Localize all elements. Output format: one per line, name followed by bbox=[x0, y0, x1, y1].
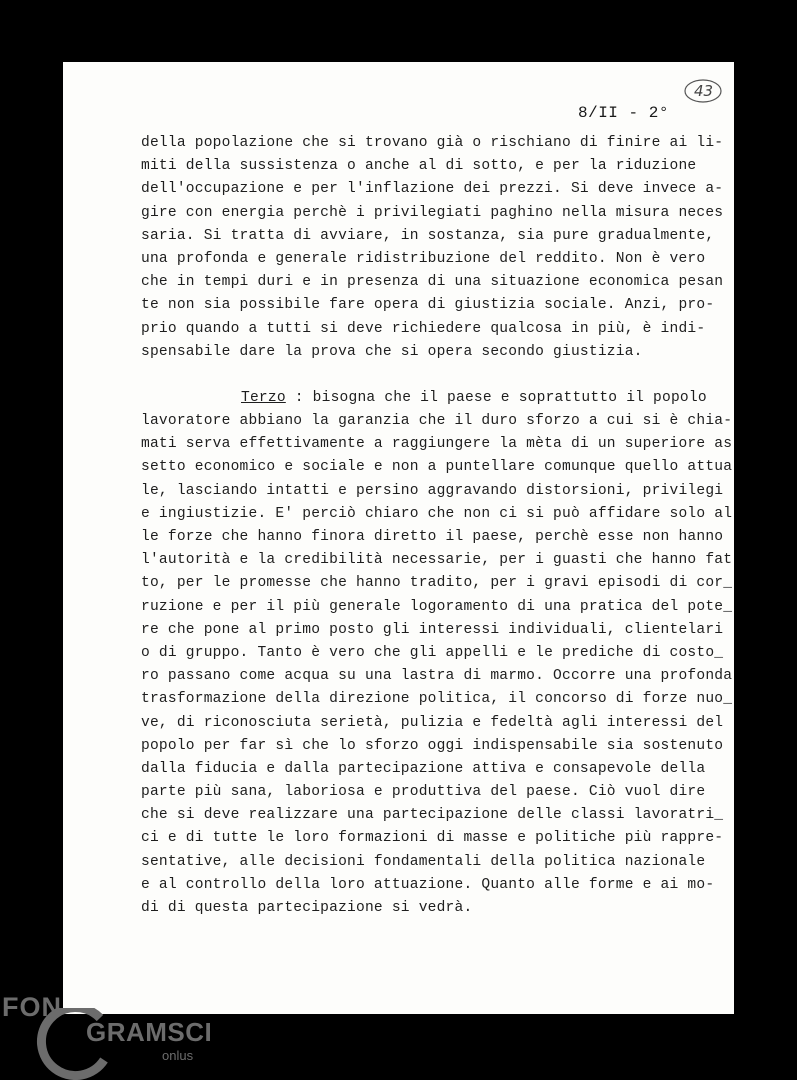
paragraph-gap bbox=[141, 364, 721, 387]
text-line: ve, di riconosciuta serietà, pulizia e fedeltà agli interessi del bbox=[141, 714, 724, 731]
text-line: ruzione e per il più generale logoramento di una pratica del pote_ bbox=[141, 598, 733, 615]
text-line: o di gruppo. Tanto è vero che gli appelli e le prediche di costo_ bbox=[141, 644, 724, 661]
text-line: ro passano come acqua su una lastra di marmo. Occorre una profonda bbox=[141, 668, 733, 685]
text-line bbox=[141, 387, 721, 410]
text-line: di di questa partecipazione si vedrà. bbox=[141, 900, 473, 916]
text-line: popolo per far sì che lo sforzo oggi indispensabile sia sostenuto bbox=[141, 737, 724, 754]
text-line: te non sia possibile fare opera di giustizia sociale. Anzi, pro- bbox=[141, 297, 715, 314]
text-line: una profonda e generale ridistribuzione del reddito. Non è vero bbox=[141, 250, 706, 267]
text-line: setto economico e sociale e non a puntellare comunque quello attua bbox=[141, 459, 733, 476]
document-body bbox=[141, 132, 733, 920]
text-line: l'autorità e la credibilità necessarie, per i guasti che hanno fat bbox=[141, 552, 733, 569]
text-line: prio quando a tutti si deve richiedere qualcosa in più, è indi- bbox=[141, 320, 706, 337]
text-line: le, lasciando intatti e persino aggravando distorsioni, privilegi bbox=[141, 482, 724, 499]
text-line: della popolazione che si trovano già o rischiano di finire ai li- bbox=[141, 135, 724, 151]
handwritten-annotation bbox=[683, 78, 723, 104]
text-line: le forze che hanno finora diretto il paese, perchè esse non hanno bbox=[141, 529, 724, 545]
text-line: re che pone al primo posto gli interessi individuali, clientelari bbox=[141, 621, 724, 638]
text-line: gire con energia perchè i privilegiati paghino nella misura neces bbox=[141, 204, 724, 221]
text-line: e ingiustizie. E' perciò chiaro che non ci si può affidare solo al bbox=[141, 505, 733, 522]
text-line: parte più sana, laboriosa e produttiva del paese. Ciò vuol dire bbox=[141, 784, 706, 801]
text-line: dell'occupazione e per l'inflazione dei prezzi. Si deve invece a- bbox=[141, 181, 724, 198]
text-line: spensabile dare la prova che si opera secondo giustizia. bbox=[141, 343, 643, 360]
watermark-text-gramsci: GRAMSCI bbox=[86, 1017, 213, 1047]
document-page bbox=[63, 62, 734, 1014]
text-line: miti della sussistenza o anche al di sotto, e per la riduzione bbox=[141, 158, 697, 175]
paragraph-2 bbox=[141, 387, 733, 920]
text-line: trasformazione della direzione politica, il concorso di forze nuo_ bbox=[141, 691, 733, 708]
page-number: 8/II - 2° bbox=[578, 104, 669, 122]
text-line: lavoratore abbiano la garanzia che il duro sforzo a cui si è chia- bbox=[141, 413, 733, 430]
text-line: e al controllo della loro attuazione. Quanto alle forme e ai mo- bbox=[141, 876, 715, 893]
heading-line-rest: : bisogna che il paese e soprattutto il popolo bbox=[285, 389, 707, 406]
text-line: che si deve realizzare una partecipazione delle classi lavoratri_ bbox=[141, 807, 724, 824]
watermark-text-onlus: onlus bbox=[162, 1048, 194, 1063]
section-heading: Terzo bbox=[241, 389, 286, 406]
text-line: to, per le promesse che hanno tradito, per i gravi episodi di cor_ bbox=[141, 575, 733, 592]
text-line: ci e di tutte le loro formazioni di masse e politiche più rappre- bbox=[141, 830, 724, 847]
text-line: saria. Si tratta di avviare, in sostanza, sia pure gradualmente, bbox=[141, 227, 715, 244]
annotation-number: 43 bbox=[694, 82, 714, 100]
text-line: dalla fiducia e dalla partecipazione attiva e consapevole della bbox=[141, 760, 706, 777]
text-line: che in tempi duri e in presenza di una situazione economica pesan bbox=[141, 274, 724, 291]
text-line: sentative, alle decisioni fondamentali della politica nazionale bbox=[141, 853, 706, 870]
text-line: mati serva effettivamente a raggiungere la mèta di un superiore as bbox=[141, 436, 733, 453]
watermark-text-fon: FON bbox=[2, 992, 62, 1022]
fondazione-gramsci-watermark bbox=[0, 990, 230, 1080]
paragraph-1 bbox=[141, 132, 724, 364]
